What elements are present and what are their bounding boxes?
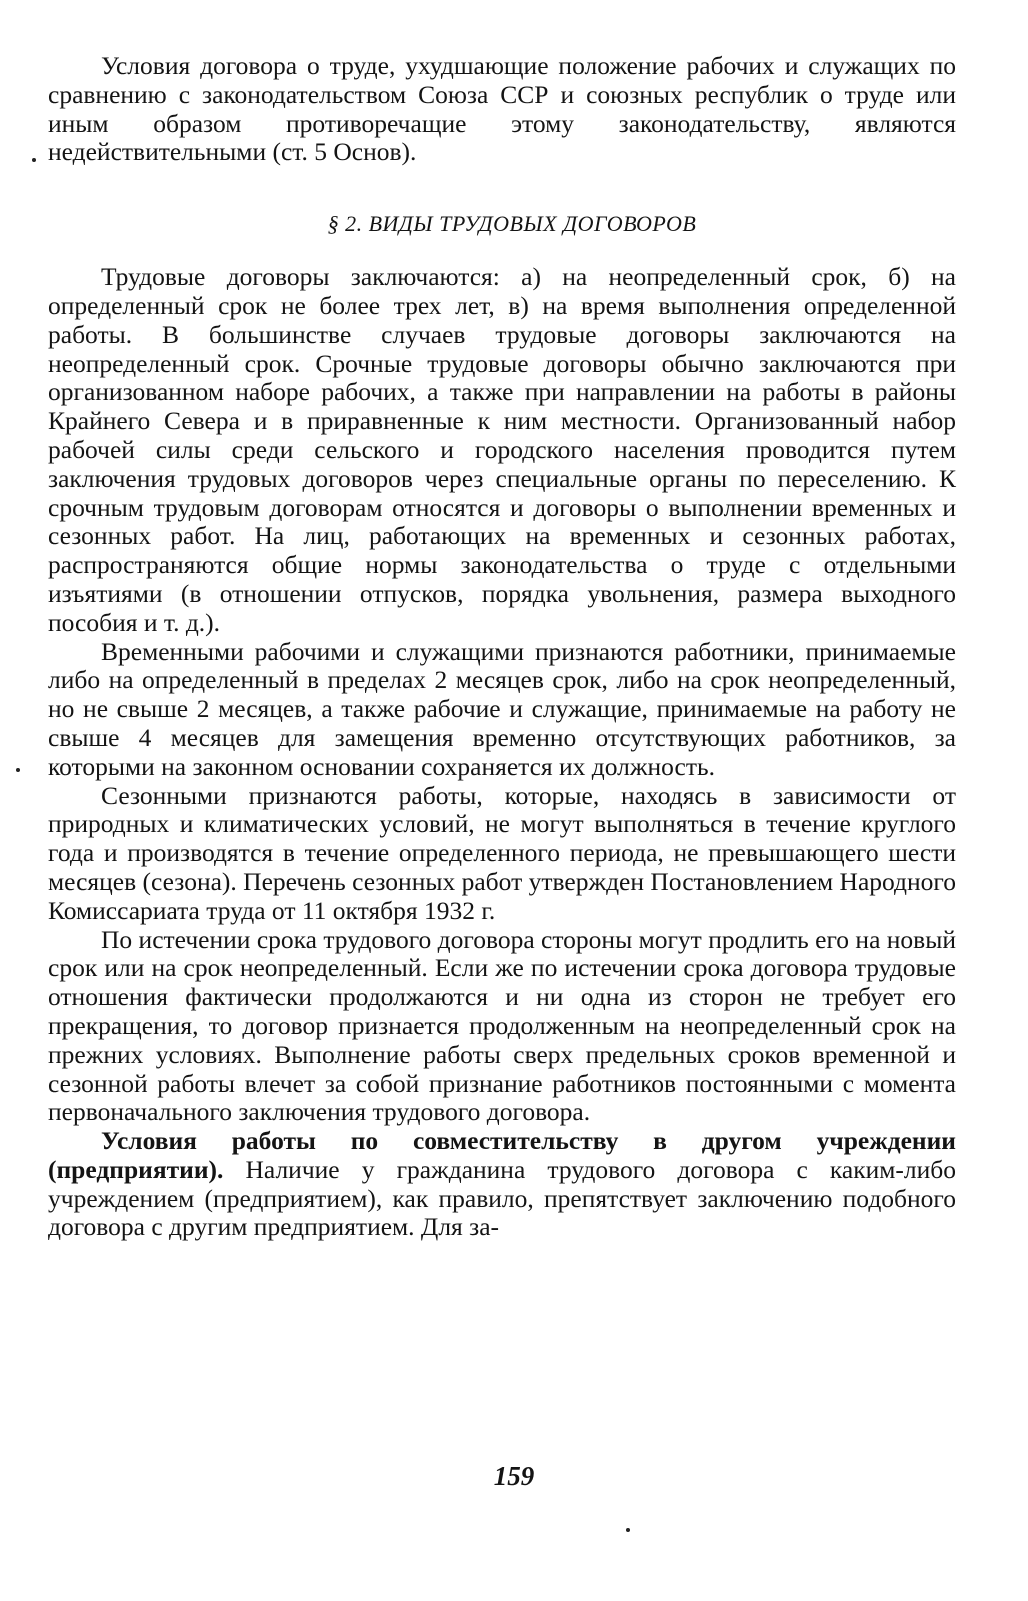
section-heading: § 2. ВИДЫ ТРУДОВЫХ ДОГОВОРОВ [327, 211, 697, 237]
paragraph-temporary-workers: Временными рабочими и служащими признаются работники, принимаемые либо на определенный в пределах 2 месяцев срок, либо на срок неопределенный, но не свыше 2 месяцев, а также рабочие и служащие, принимаемые на работу не свыше 4 месяцев для замещения временно отсутствующих работников, за которыми на законном основании сохраняется их должность. [48, 636, 956, 781]
paragraph-part-time [48, 1127, 956, 1242]
paragraph-contract-types: Трудовые договоры заключаются: а) на неопределенный срок, б) на определенный срок не более трех лет, в) на время выполнения определенной работы. В большинстве случаев трудовые договоры заключаются на неопределенный срок. Срочные трудовые договоры обычно заключаются при организованном наборе рабочих, а также при направлении на работы в районы Крайнего Севера и в приравненные к ним местности. Организованный набор рабочей силы среди сельского и городского населения проводится путем заключения трудовых договоров через специальные органы по переселению. К срочным трудовым договорам относятся и договоры о выполнении временных и сезонных работ. На лиц, работающих на временных и сезонных работах, распространяются общие нормы законодательства о труде с отдельными изъятиями (в отношении отпусков, порядка увольнения, размера выходного пособия и т. д.). [48, 262, 956, 637]
paragraph-seasonal-work: Сезонными признаются работы, которые, находясь в зависимости от природных и климатических условий, не могут выполняться в течение круглого года и производятся в течение определенного периода, не превышающего шести месяцев (сезона). Перечень сезонных работ утвержден Постановлением Народного Комиссариата труда от 11 октября 1932 г. [48, 780, 956, 925]
print-speck [16, 768, 20, 772]
page-number: 159 [493, 1461, 535, 1491]
part-time-text: Наличие у гражданина трудового договора с каким-либо учреждением (предприятием), как правило, препятствует заключению подобного договора с другим предприятием. Для за- [48, 1154, 956, 1242]
part-time-subheading: Условия работы по совместительству в другом учреждении (предприятии). [48, 1126, 956, 1184]
paragraph-conditions: Условия договора о труде, ухудшающие положение рабочих и служащих по сравнению с законодательством Союза ССР и союзных республик о труде или иным образом противоречащие этому законодательству, являются недействительными (ст. 5 Основ). [48, 51, 956, 167]
print-speck [626, 1528, 630, 1532]
book-page [48, 52, 956, 1242]
print-speck [32, 158, 36, 162]
paragraph-contract-extension: По истечении срока трудового договора стороны могут продлить его на новый срок или на срок неопределенный. Если же по истечении срока договора трудовые отношения фактически продолжаются и ни одна из сторон не требует его прекращения, то договор признается продолженным на неопределенный срок на прежних условиях. Выполнение работы сверх предельных сроков временной и сезонной работы влечет за собой признание работников постоянными с момента первоначального заключения трудового договора. [48, 924, 956, 1127]
